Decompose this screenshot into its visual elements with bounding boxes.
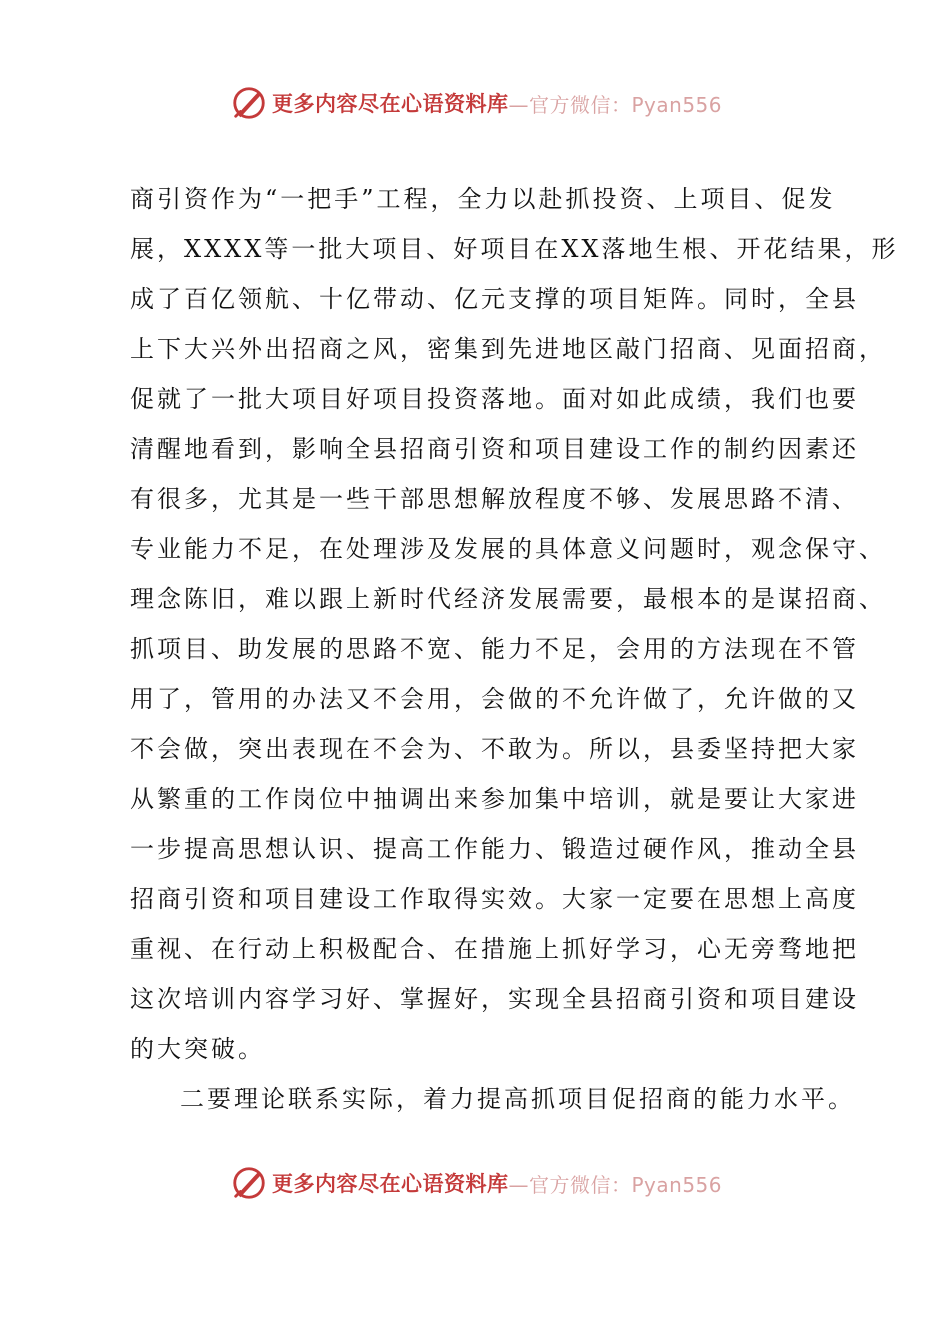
body-line: 不会做，突出表现在不会为、不敢为。所以，县委坚持把大家: [130, 735, 859, 763]
body-line: 招商引资和项目建设工作取得实效。大家一定要在思想上高度: [130, 885, 859, 913]
body-line: 重视、在行动上积极配合、在措施上抓好学习，心无旁骛地把: [130, 935, 859, 963]
body-line: 从繁重的工作岗位中抽调出来参加集中培训，就是要让大家进: [130, 785, 859, 813]
body-line: 展，XXXX等一批大项目、好项目在XX落地生根、开花结果，形: [130, 235, 899, 263]
quill-pen-logo-icon: [230, 84, 268, 122]
paragraph-heading: 二要理论联系实际，着力提高抓项目促招商的能力水平。: [180, 1085, 855, 1113]
banner-wechat-text: —官方微信：Pyan556: [508, 92, 723, 117]
body-line: 抓项目、助发展的思路不宽、能力不足，会用的方法现在不管: [130, 635, 859, 663]
banner-main-text: 更多内容尽在心语资料库: [272, 1171, 509, 1196]
body-line: 成了百亿领航、十亿带动、亿元支撑的项目矩阵。同时，全县: [130, 285, 859, 313]
header-banner: [230, 83, 750, 123]
body-line: 有很多，尤其是一些干部思想解放程度不够、发展思路不清、: [130, 485, 859, 513]
body-line: 一步提高思想认识、提高工作能力、锻造过硬作风，推动全县: [130, 835, 859, 863]
quill-pen-logo-icon: [230, 1164, 268, 1202]
body-line: 理念陈旧，难以跟上新时代经济发展需要，最根本的是谋招商、: [130, 585, 886, 613]
banner-main-text: 更多内容尽在心语资料库: [272, 91, 509, 116]
body-line: 促就了一批大项目好项目投资落地。面对如此成绩，我们也要: [130, 385, 859, 413]
body-line: 用了，管用的办法又不会用，会做的不允许做了，允许做的又: [130, 685, 859, 713]
body-line: 清醒地看到，影响全县招商引资和项目建设工作的制约因素还: [130, 435, 859, 463]
footer-banner: [230, 1163, 750, 1203]
body-line: 的大突破。: [130, 1035, 265, 1063]
body-line: 专业能力不足，在处理涉及发展的具体意义问题时，观念保守、: [130, 535, 886, 563]
banner-wechat-text: —官方微信：Pyan556: [508, 1172, 723, 1197]
body-line: 这次培训内容学习好、掌握好，实现全县招商引资和项目建设: [130, 985, 859, 1013]
body-line: 商引资作为“一把手”工程，全力以赴抓投资、上项目、促发: [130, 185, 836, 213]
body-line: 上下大兴外出招商之风，密集到先进地区敲门招商、见面招商，: [130, 335, 886, 363]
